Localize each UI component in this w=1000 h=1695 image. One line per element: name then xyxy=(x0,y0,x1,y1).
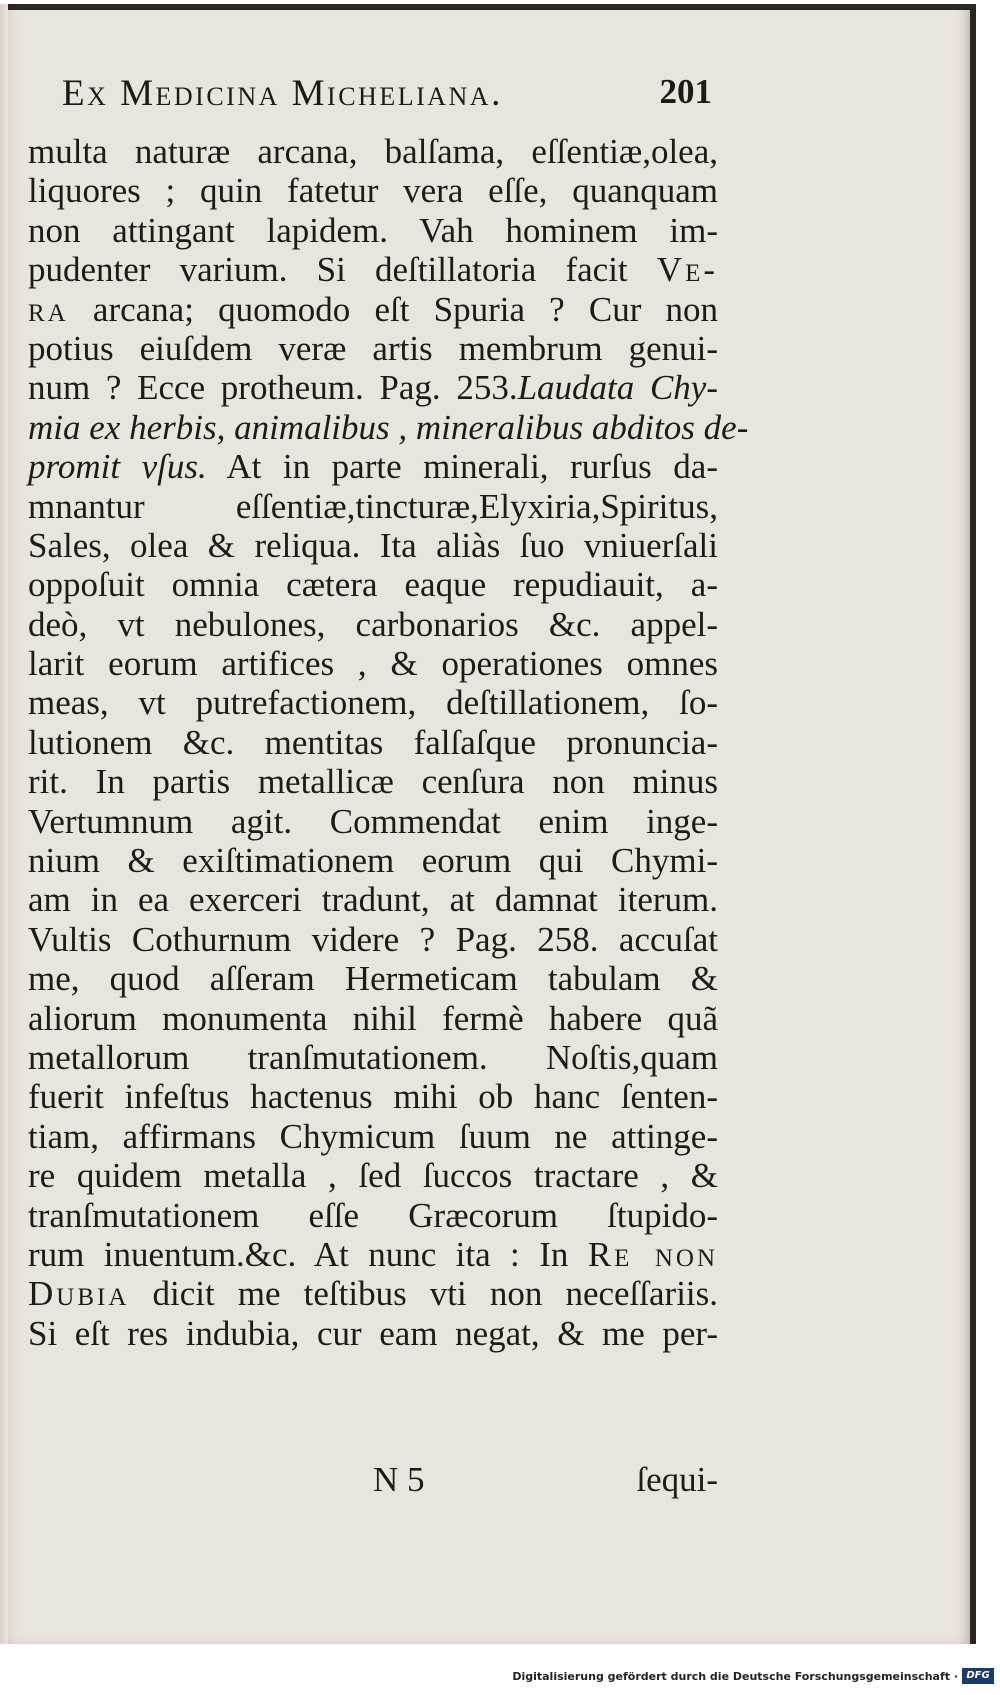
page-number: 201 xyxy=(659,72,712,111)
book-page xyxy=(0,4,976,1644)
text-line: mnantur eſſentiæ,tincturæ,Elyxiria,Spiritus, xyxy=(28,486,718,526)
italic-quotation: Laudata Chy- xyxy=(517,368,718,408)
text-segment: At in parte minerali, rurſus da- xyxy=(226,447,718,487)
text-line: Si eſt res indubia, cur eam negat, & me per- xyxy=(28,1313,718,1353)
text-segment: num ? Ecce protheum. Pag. 253. xyxy=(28,368,518,408)
text-line: non attingant lapidem. Vah hominem im- xyxy=(28,210,718,250)
small-caps-title: Dubia xyxy=(28,1274,130,1314)
text-segment: pudenter varium. Si deſtillatoria facit xyxy=(28,250,628,290)
page-top-edge xyxy=(0,4,970,10)
digitization-credit: Digitalisierung gefördert durch die Deutsche Forschungsgemeinschaft · xyxy=(512,1670,958,1683)
text-line: rit. In partis metallicæ cenſura non minus xyxy=(28,762,718,802)
small-caps-title: Re non xyxy=(587,1234,719,1274)
dfg-logo-icon: DFG xyxy=(962,1668,994,1684)
text-line xyxy=(28,447,718,486)
text-line xyxy=(28,1274,718,1313)
italic-quotation: promit vſus. xyxy=(28,447,207,487)
text-line xyxy=(28,1235,718,1274)
text-line: nium & exiſtimationem eorum qui Chymi- xyxy=(28,841,718,881)
signature-mark: N 5 xyxy=(373,1460,425,1499)
text-line: larit eorum artifices , & operationes omnes xyxy=(28,644,718,684)
small-caps-word: ra xyxy=(28,289,69,329)
text-line xyxy=(28,290,718,329)
text-segment: rum inuentum.&c. At nunc ita : In xyxy=(28,1234,569,1274)
text-line: tranſmutationem eſſe Græcorum ſtupido- xyxy=(28,1195,718,1235)
text-line: tiam, affirmans Chymicum ſuum ne attinge- xyxy=(28,1116,718,1156)
text-line: lutionem &c. mentitas falſaſque pronuncia- xyxy=(28,722,718,762)
signature-line xyxy=(28,1460,718,1502)
text-line: re quidem metalla , ſed ſuccos tractare , & xyxy=(28,1156,718,1196)
text-line xyxy=(28,250,718,289)
text-line: multa naturæ arcana, balſama, eſſentiæ,olea, xyxy=(28,132,718,171)
text-line: Vertumnum agit. Commendat enim inge- xyxy=(28,801,718,841)
text-line xyxy=(28,368,718,407)
catchword: ſequi- xyxy=(636,1460,718,1499)
text-line: meas, vt putrefactionem, deſtillationem, ſo- xyxy=(28,683,718,723)
text-line: fuerit infeſtus hactenus mihi ob hanc ſenten- xyxy=(28,1077,718,1117)
text-line: liquores ; quin fatetur vera eſſe, quanquam xyxy=(28,171,718,211)
text-line: Sales, olea & reliqua. Ita aliàs ſuo vniuerſali xyxy=(28,525,718,565)
body-text xyxy=(28,132,749,1353)
text-line: potius eiuſdem veræ artis membrum genui- xyxy=(28,328,718,368)
footer-bar xyxy=(0,1660,1000,1695)
running-head: Ex Medicina Micheliana. xyxy=(62,73,503,114)
text-segment: dicit me teſtibus vti non neceſſariis. xyxy=(152,1274,719,1314)
text-line: Vultis Cothurnum videre ? Pag. 258. accuſat xyxy=(28,919,718,959)
text-line: aliorum monumenta nihil fermè habere quã xyxy=(28,998,718,1038)
page-gutter-edge xyxy=(0,4,8,1644)
text-line: am in ea exerceri tradunt, at damnat iterum. xyxy=(28,880,718,920)
small-caps-word: Ve- xyxy=(656,250,718,290)
italic-quotation: mia ex herbis, animalibus , mineralibus abditos de- xyxy=(28,407,749,447)
text-line: oppoſuit omnia cætera eaque repudiauit, a- xyxy=(28,565,718,605)
text-segment: arcana; quomodo eſt Spuria ? Cur non xyxy=(92,289,719,329)
page-header xyxy=(62,72,712,122)
text-line: me, quod aſſeram Hermeticam tabulam & xyxy=(28,959,718,999)
text-line: deò, vt nebulones, carbonarios &c. appel- xyxy=(28,604,718,644)
text-line: metallorum tranſmutationem. Noſtis,quam xyxy=(28,1037,718,1077)
